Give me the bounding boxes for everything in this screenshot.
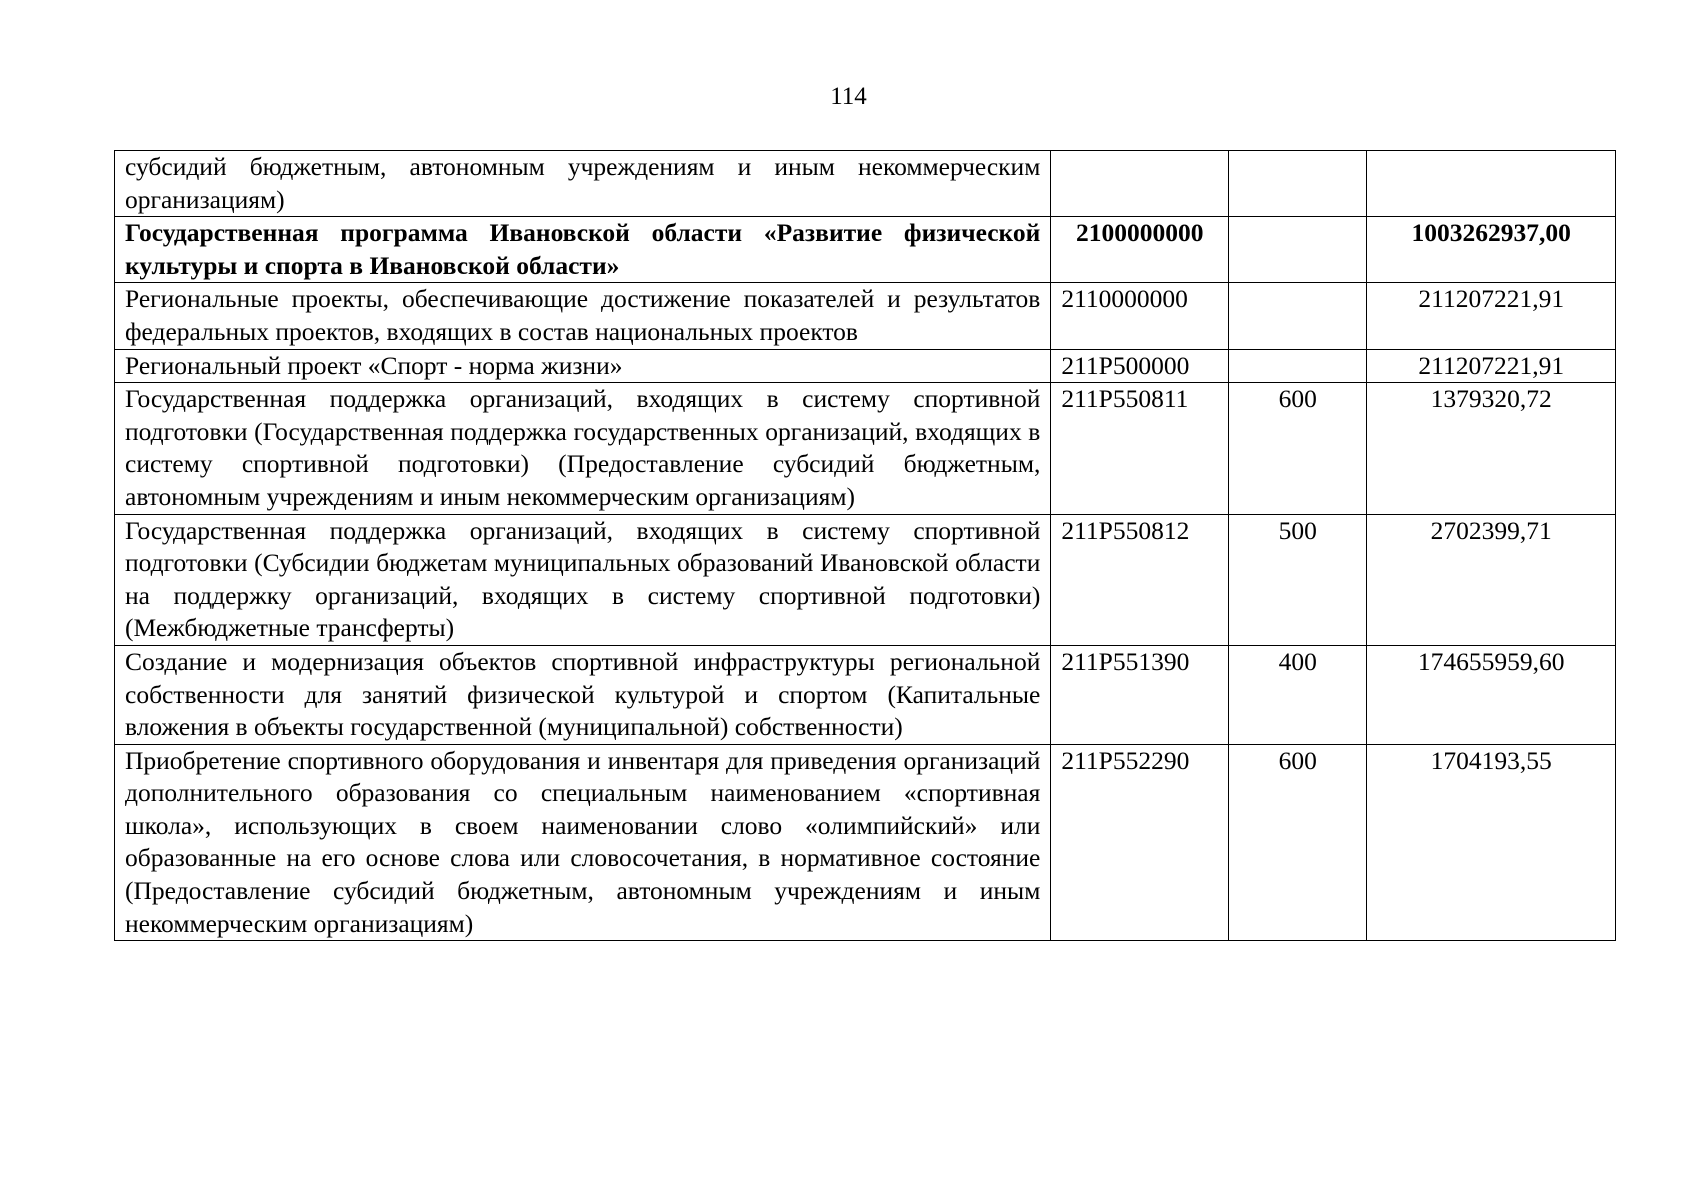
row-type-cell xyxy=(1229,151,1367,217)
row-name-cell: Региональные проекты, обеспечивающие достижение показателей и результатов федеральных проектов, входящих в состав национальных проектов xyxy=(115,283,1051,349)
row-name-cell: Региональный проект «Спорт - норма жизни» xyxy=(115,349,1051,383)
row-sum-cell: 2702399,71 xyxy=(1367,514,1616,645)
table-row xyxy=(115,283,1616,349)
row-code-cell: 2100000000 xyxy=(1051,217,1229,283)
row-code-cell: 211P550811 xyxy=(1051,383,1229,514)
table-row-program xyxy=(115,217,1616,283)
row-sum-cell: 211207221,91 xyxy=(1367,283,1616,349)
row-type-cell: 500 xyxy=(1229,514,1367,645)
row-sum-cell: 1379320,72 xyxy=(1367,383,1616,514)
table-row xyxy=(115,151,1616,217)
row-type-cell: 600 xyxy=(1229,383,1367,514)
row-name-cell: Государственная поддержка организаций, входящих в систему спортивной подготовки (Государственная поддержка государственных организаций, входящих в систему спортивной подготовки) (Предоставление субсидий бюджетным, автономным учреждениям и иным некоммерческим организациям) xyxy=(115,383,1051,514)
table-row xyxy=(115,514,1616,645)
row-code-cell: 211P551390 xyxy=(1051,645,1229,744)
table-row xyxy=(115,349,1616,383)
row-name-cell: субсидий бюджетным, автономным учреждениям и иным некоммерческим организациям) xyxy=(115,151,1051,217)
row-code-cell: 2110000000 xyxy=(1051,283,1229,349)
row-sum-cell: 211207221,91 xyxy=(1367,349,1616,383)
row-code-cell xyxy=(1051,151,1229,217)
table-row xyxy=(115,645,1616,744)
row-type-cell xyxy=(1229,217,1367,283)
row-code-cell: 211P550812 xyxy=(1051,514,1229,645)
row-code-cell: 211P552290 xyxy=(1051,744,1229,941)
row-sum-cell: 1003262937,00 xyxy=(1367,217,1616,283)
budget-table xyxy=(114,150,1616,941)
table-row xyxy=(115,744,1616,941)
row-name-cell: Приобретение спортивного оборудования и инвентаря для приведения организаций дополнительного образования со специальным наименованием «спортивная школа», использующих в своем наименовании слово «олимпийский» или образованные на его основе слова или словосочетания, в нормативное состояние (Предоставление субсидий бюджетным, автономным учреждениям и иным некоммерческим организациям) xyxy=(115,744,1051,941)
row-sum-cell: 174655959,60 xyxy=(1367,645,1616,744)
budget-table-body xyxy=(115,151,1616,941)
table-row xyxy=(115,383,1616,514)
row-type-cell xyxy=(1229,349,1367,383)
row-code-cell: 211P500000 xyxy=(1051,349,1229,383)
page-number: 114 xyxy=(830,83,867,110)
row-type-cell: 400 xyxy=(1229,645,1367,744)
row-name-cell: Создание и модернизация объектов спортивной инфраструктуры региональной собственности для занятий физической культурой и спортом (Капитальные вложения в объекты государственной (муниципальной) собственности) xyxy=(115,645,1051,744)
row-name-cell: Государственная поддержка организаций, входящих в систему спортивной подготовки (Субсидии бюджетам муниципальных образований Ивановской области на поддержку организаций, входящих в систему спортивной подготовки) (Межбюджетные трансферты) xyxy=(115,514,1051,645)
row-sum-cell xyxy=(1367,151,1616,217)
row-sum-cell: 1704193,55 xyxy=(1367,744,1616,941)
row-name-cell: Государственная программа Ивановской области «Развитие физической культуры и спорта в Ивановской области» xyxy=(115,217,1051,283)
row-type-cell: 600 xyxy=(1229,744,1367,941)
row-type-cell xyxy=(1229,283,1367,349)
